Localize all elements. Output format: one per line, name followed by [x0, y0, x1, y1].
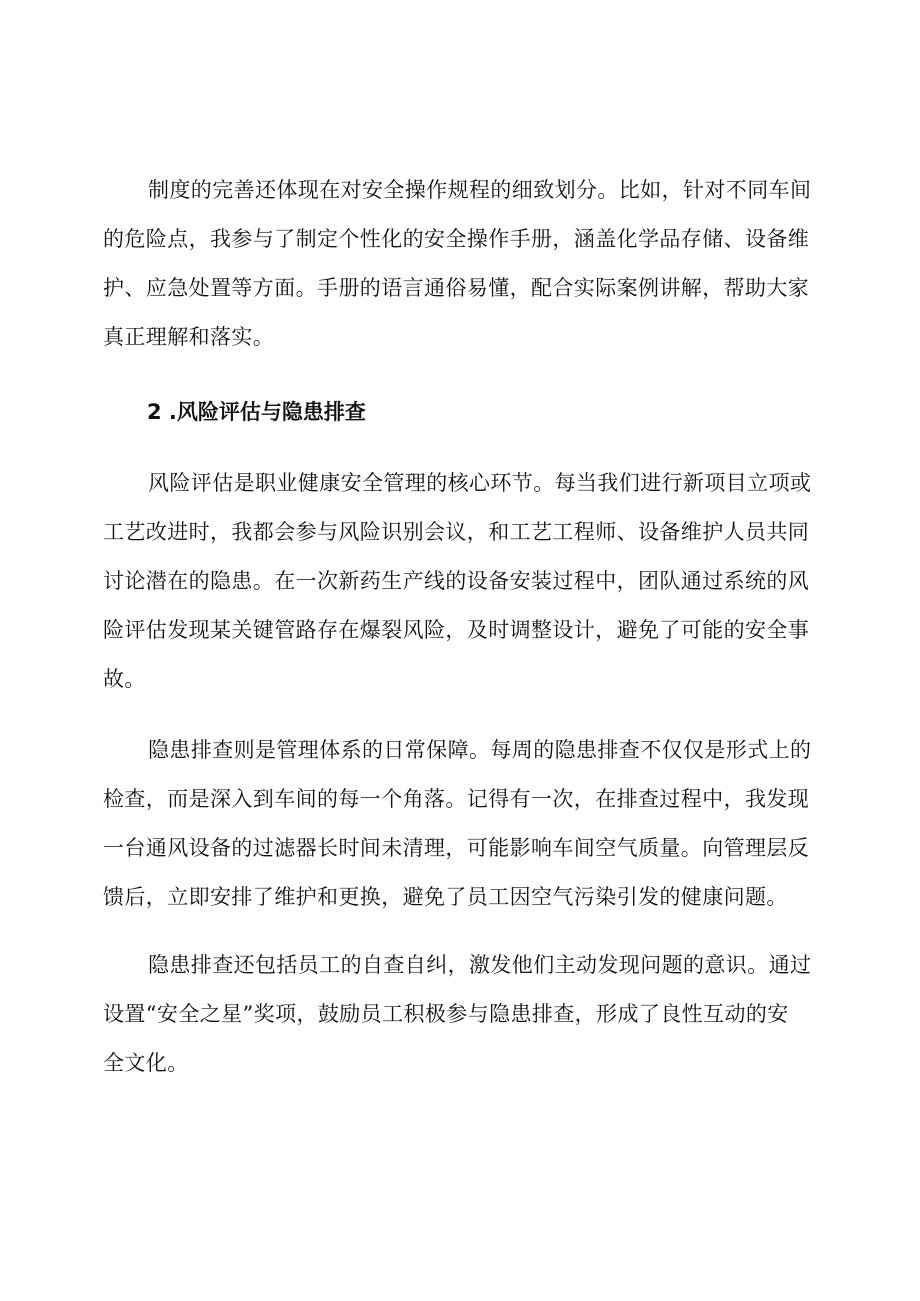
section-heading: 2 .风险评估与隐患排查	[147, 400, 366, 424]
paragraph-line: 工艺改进时，我都会参与风险识别会议，和工艺工程师、设备维护人员共同	[103, 520, 810, 544]
paragraph-line: 风险评估是职业健康安全管理的核心环节。每当我们进行新项目立项或	[148, 471, 812, 495]
paragraph-line: 制度的完善还体现在对安全操作规程的细致划分。比如，针对不同车间	[148, 178, 812, 202]
paragraph-line: 真正理解和落实。	[103, 325, 275, 349]
paragraph-line: 讨论潜在的隐患。在一次新药生产线的设备安装过程中，团队通过系统的风	[103, 569, 810, 593]
paragraph-line: 一台通风设备的过滤器长时间未清理，可能影响车间空气质量。向管理层反	[103, 836, 810, 860]
paragraph-line: 险评估发现某关键管路存在爆裂风险，及时调整设计，避免了可能的安全事	[103, 618, 810, 642]
paragraph-line: 的危险点，我参与了制定个性化的安全操作手册，涵盖化学品存储、设备维	[103, 227, 810, 251]
paragraph-line: 设置“安全之星”奖项，鼓励员工积极参与隐患排查，形成了良性互动的安	[103, 1002, 789, 1026]
paragraph-line: 全文化。	[103, 1051, 189, 1075]
paragraph-line: 故。	[103, 667, 146, 691]
paragraph-line: 护、应急处置等方面。手册的语言通俗易懂，配合实际案例讲解，帮助大家	[103, 276, 810, 300]
paragraph-line: 隐患排查则是管理体系的日常保障。每周的隐患排查不仅仅是形式上的	[148, 738, 812, 762]
paragraph-line: 检查，而是深入到车间的每一个角落。记得有一次，在排查过程中，我发现	[103, 787, 810, 811]
paragraph-line: 隐患排查还包括员工的自查自纠，激发他们主动发现问题的意识。通过	[148, 953, 812, 977]
paragraph-line: 馈后，立即安排了维护和更换，避免了员工因空气污染引发的健康问题。	[103, 885, 788, 909]
